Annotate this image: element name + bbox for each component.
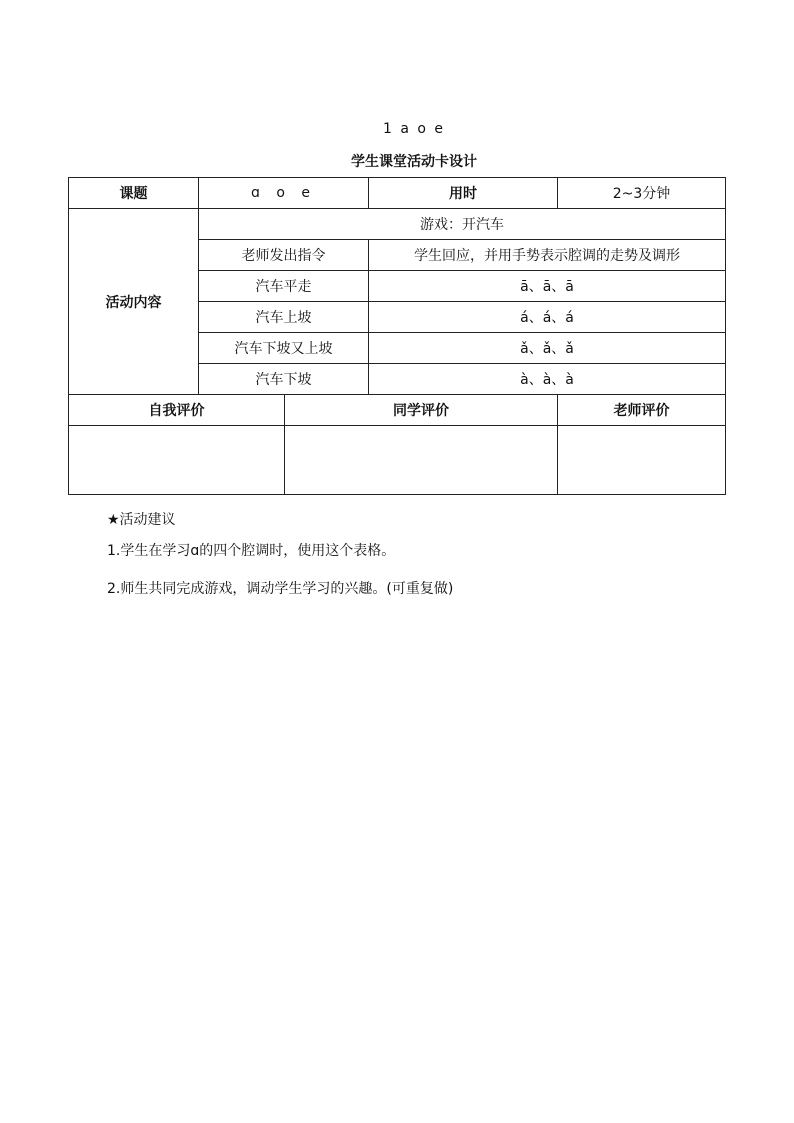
card-subtitle: 学生课堂活动卡设计	[351, 154, 477, 170]
row-right: á、á、á	[369, 302, 726, 333]
eval-teacher-label: 老师评价	[558, 395, 726, 426]
lesson-title: 1 a o e	[382, 121, 445, 137]
row-left: 汽车上坡	[199, 302, 369, 333]
row-right: ǎ、ǎ、ǎ	[369, 333, 726, 364]
eval-self-label: 自我评价	[69, 395, 285, 426]
row-left: 汽车平走	[199, 271, 369, 302]
table-row	[69, 178, 726, 209]
row-left: 汽车下坡	[199, 364, 369, 395]
content-label: 活动内容	[69, 209, 199, 395]
row-right: ā、ā、ā	[369, 271, 726, 302]
game-title: 游戏：开汽车	[199, 209, 726, 240]
time-value: 2~3分钟	[558, 178, 726, 209]
notes-heading: ★活动建议	[107, 512, 176, 528]
activity-card-table	[68, 177, 726, 495]
table-row	[69, 426, 726, 495]
topic-label: 课题	[69, 178, 199, 209]
eval-peer-box	[285, 426, 558, 495]
row-left: 汽车下坡又上坡	[199, 333, 369, 364]
time-label: 用时	[369, 178, 558, 209]
eval-teacher-box	[558, 426, 726, 495]
eval-self-box	[69, 426, 285, 495]
note-item: 1.学生在学习ɑ的四个腔调时，使用这个表格。	[107, 543, 396, 559]
eval-peer-label: 同学评价	[285, 395, 558, 426]
table-row	[69, 395, 726, 426]
table-row	[69, 209, 726, 240]
row-right: 学生回应，并用手势表示腔调的走势及调形	[369, 240, 726, 271]
note-item: 2.师生共同完成游戏，调动学生学习的兴趣。(可重复做)	[107, 581, 454, 597]
row-right: à、à、à	[369, 364, 726, 395]
row-left: 老师发出指令	[199, 240, 369, 271]
topic-value: ɑ o e	[199, 178, 369, 209]
